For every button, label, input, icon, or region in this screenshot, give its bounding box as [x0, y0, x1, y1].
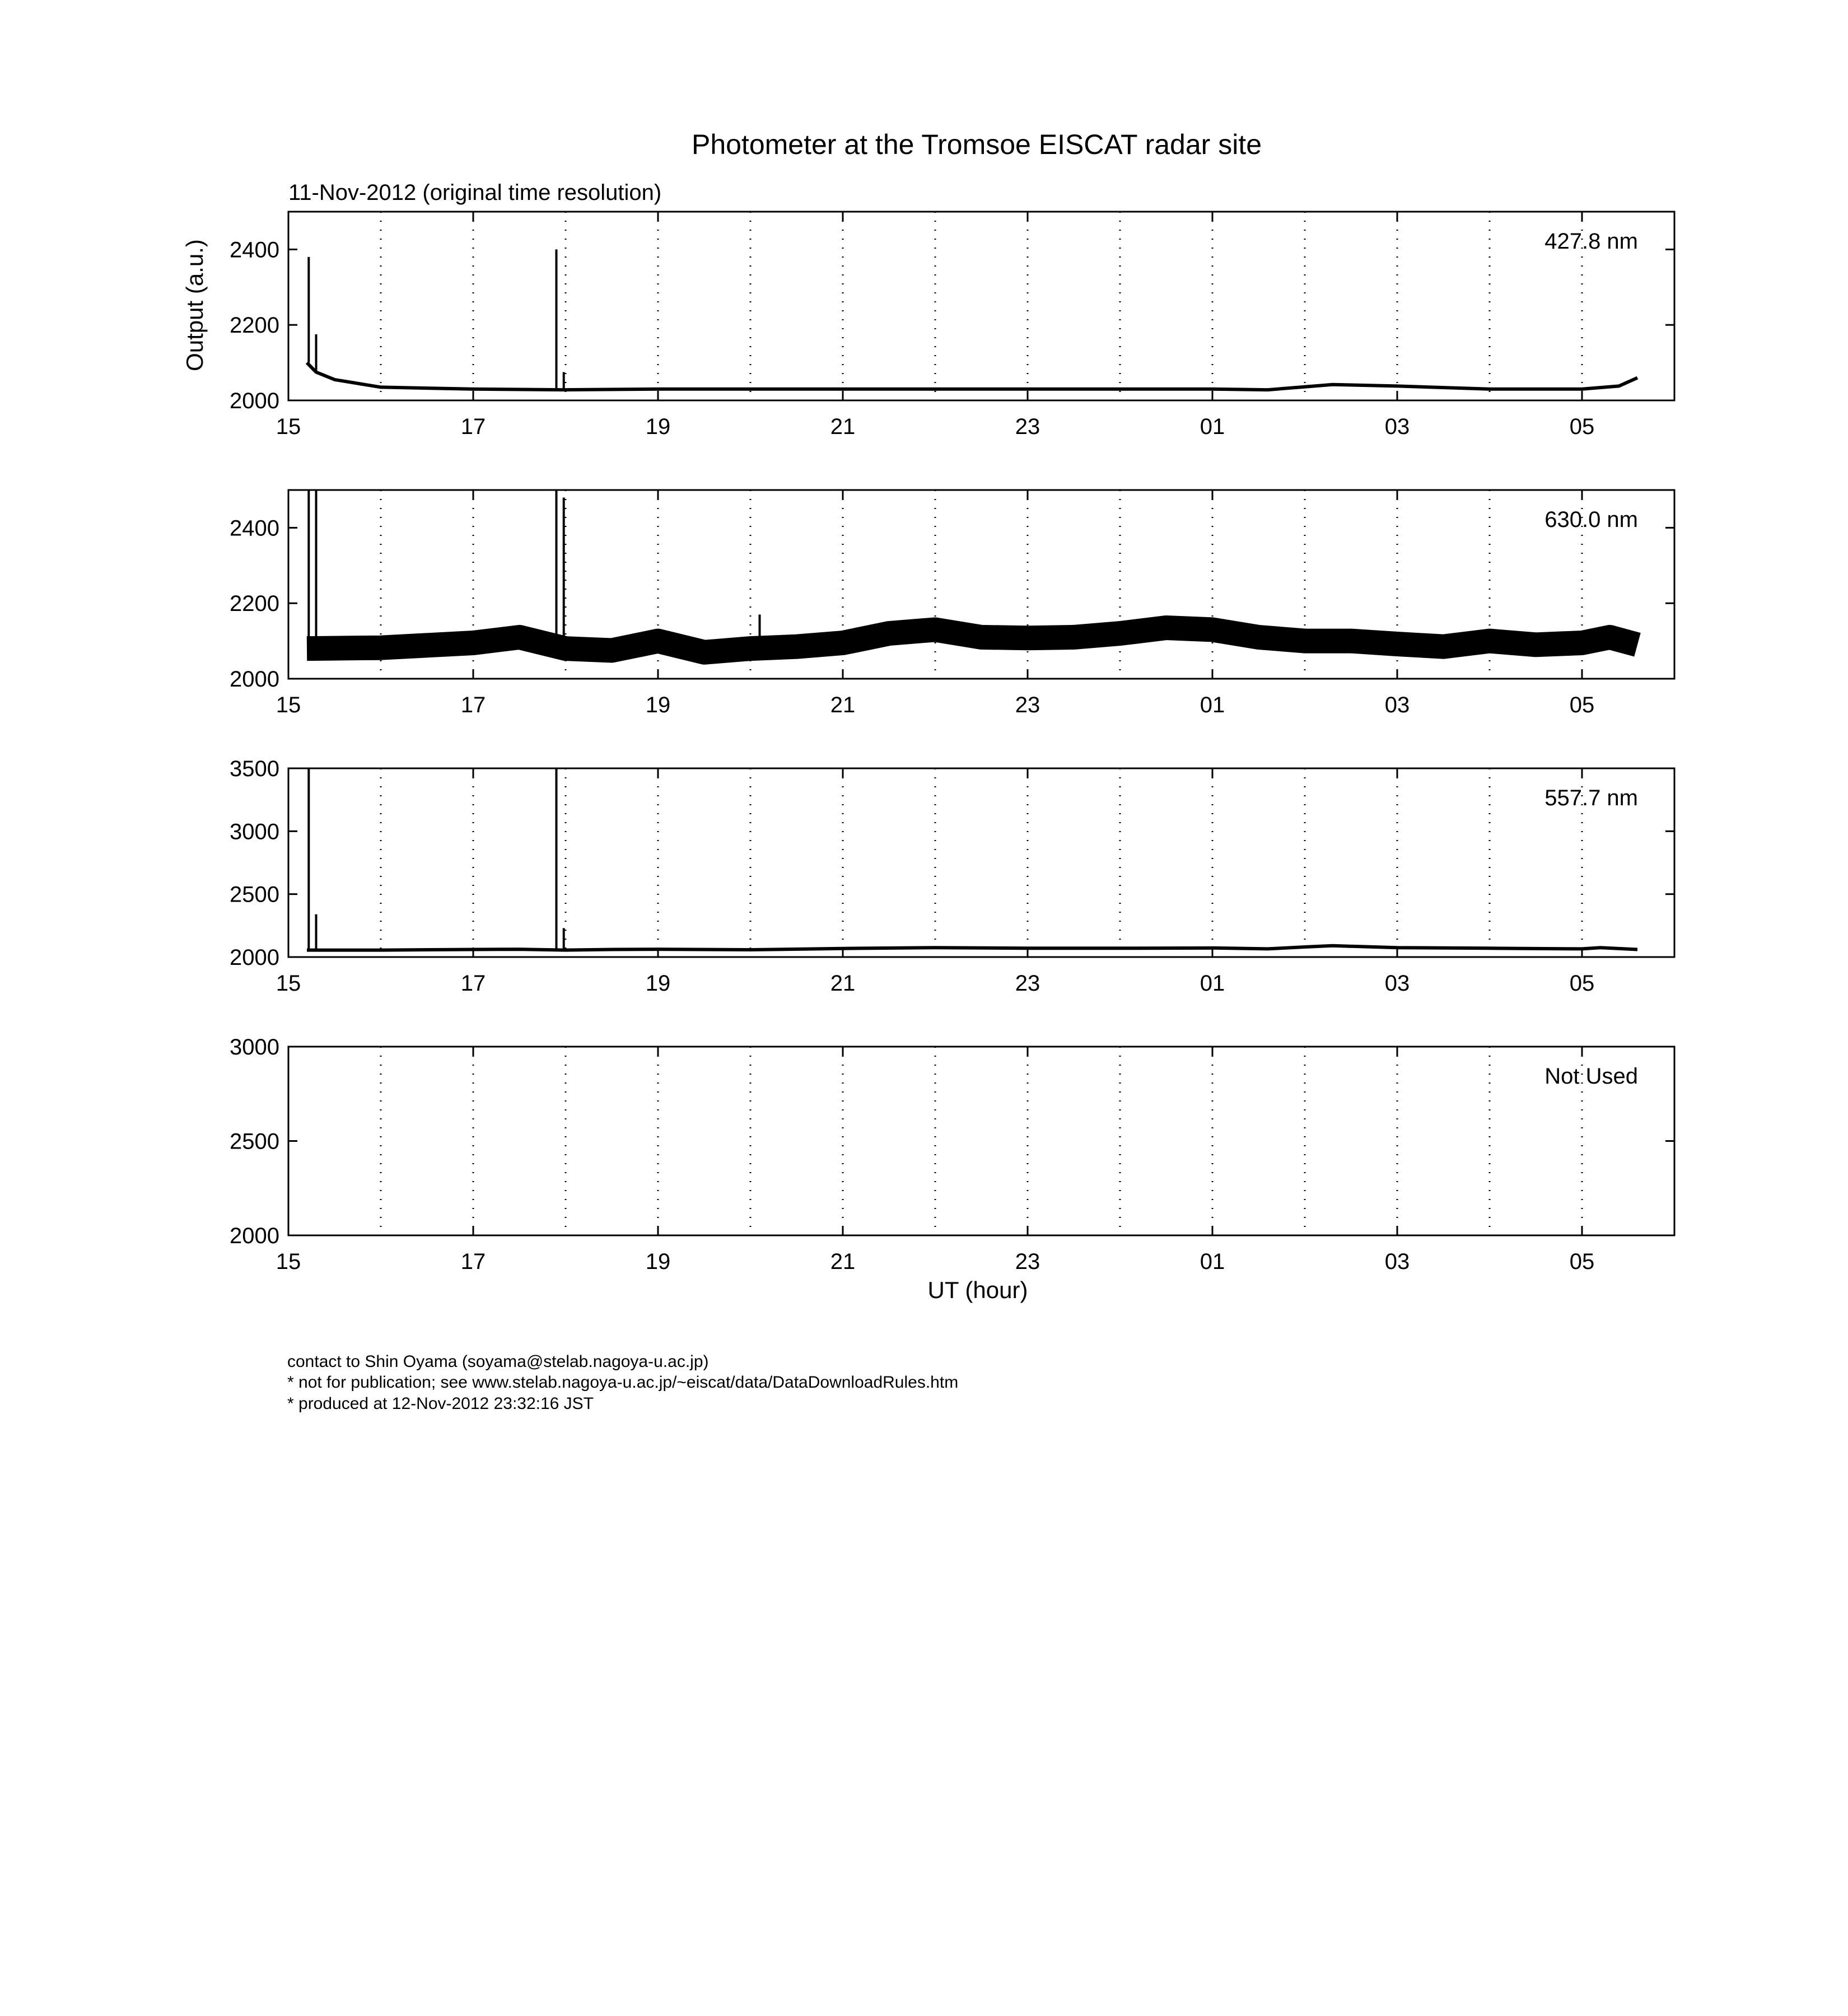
- x-tick-label: 15: [276, 1249, 301, 1274]
- x-tick-label: 01: [1200, 693, 1225, 717]
- y-tick-label: 3000: [230, 1035, 279, 1060]
- panels: [230, 212, 1674, 1274]
- y-tick-label: 2500: [230, 882, 279, 907]
- y-tick-label: 2400: [230, 237, 279, 263]
- panel-2: [230, 490, 1674, 717]
- y-tick-label: 2200: [230, 591, 279, 617]
- x-tick-label: 03: [1384, 971, 1410, 996]
- x-tick-label: 23: [1015, 414, 1040, 439]
- y-tick-label: 2000: [230, 667, 279, 692]
- series-trace: [307, 363, 1637, 390]
- panel-1: [230, 212, 1674, 439]
- x-tick-label: 17: [460, 971, 486, 996]
- x-tick-label: 21: [830, 1249, 856, 1274]
- x-tick-label: 19: [645, 1249, 671, 1274]
- x-tick-label: 05: [1569, 414, 1595, 439]
- panel-frame: [288, 1047, 1674, 1235]
- y-tick-label: 2500: [230, 1129, 279, 1154]
- x-tick-label: 17: [460, 1249, 486, 1274]
- y-tick-label: 2400: [230, 516, 279, 541]
- x-tick-label: 21: [830, 414, 856, 439]
- series-trace: [307, 946, 1637, 950]
- x-tick-label: 05: [1569, 971, 1595, 996]
- x-tick-label: 03: [1384, 414, 1410, 439]
- x-tick-label: 01: [1200, 1249, 1225, 1274]
- panel-label: 427.8 nm: [1544, 229, 1638, 254]
- footer-rules: * not for publication; see www.stelab.nagoya-u.ac.jp/~eiscat/data/DataDownloadRules.htm: [287, 1373, 959, 1392]
- x-tick-label: 15: [276, 971, 301, 996]
- series-trace: [307, 628, 1637, 652]
- y-tick-label: 3000: [230, 819, 279, 844]
- x-tick-label: 05: [1569, 693, 1595, 717]
- x-tick-label: 01: [1200, 971, 1225, 996]
- x-tick-label: 15: [276, 414, 301, 439]
- panel-label: Not Used: [1544, 1064, 1638, 1089]
- y-tick-label: 2000: [230, 945, 279, 970]
- x-tick-label: 19: [645, 693, 671, 717]
- x-tick-label: 23: [1015, 1249, 1040, 1274]
- y-axis-label: Output (a.u.): [181, 239, 208, 371]
- x-tick-label: 21: [830, 971, 856, 996]
- x-tick-label: 21: [830, 693, 856, 717]
- x-tick-label: 17: [460, 414, 486, 439]
- panel-frame: [288, 212, 1674, 400]
- x-tick-label: 23: [1015, 971, 1040, 996]
- x-tick-label: 03: [1384, 1249, 1410, 1274]
- x-tick-label: 03: [1384, 693, 1410, 717]
- footer-contact: contact to Shin Oyama (soyama@stelab.nagoya-u.ac.jp): [287, 1352, 709, 1371]
- x-tick-label: 01: [1200, 414, 1225, 439]
- x-tick-label: 17: [460, 693, 486, 717]
- x-tick-label: 15: [276, 693, 301, 717]
- y-tick-label: 3500: [230, 757, 279, 781]
- y-tick-label: 2000: [230, 1224, 279, 1248]
- x-axis-label: UT (hour): [927, 1277, 1028, 1303]
- panel-4: [230, 1035, 1674, 1274]
- chart-title: Photometer at the Tromsoe EISCAT radar site: [691, 129, 1262, 160]
- footer-produced: * produced at 12-Nov-2012 23:32:16 JST: [287, 1394, 594, 1413]
- x-tick-label: 19: [645, 971, 671, 996]
- panel-label: 557.7 nm: [1544, 786, 1638, 810]
- panel-frame: [288, 768, 1674, 957]
- x-tick-label: 19: [645, 414, 671, 439]
- x-tick-label: 23: [1015, 693, 1040, 717]
- panel-3: [230, 757, 1674, 996]
- y-tick-label: 2000: [230, 389, 279, 413]
- y-tick-label: 2200: [230, 313, 279, 338]
- x-tick-label: 05: [1569, 1249, 1595, 1274]
- chart-subtitle: 11-Nov-2012 (original time resolution): [288, 180, 662, 205]
- panel-label: 630.0 nm: [1544, 507, 1638, 532]
